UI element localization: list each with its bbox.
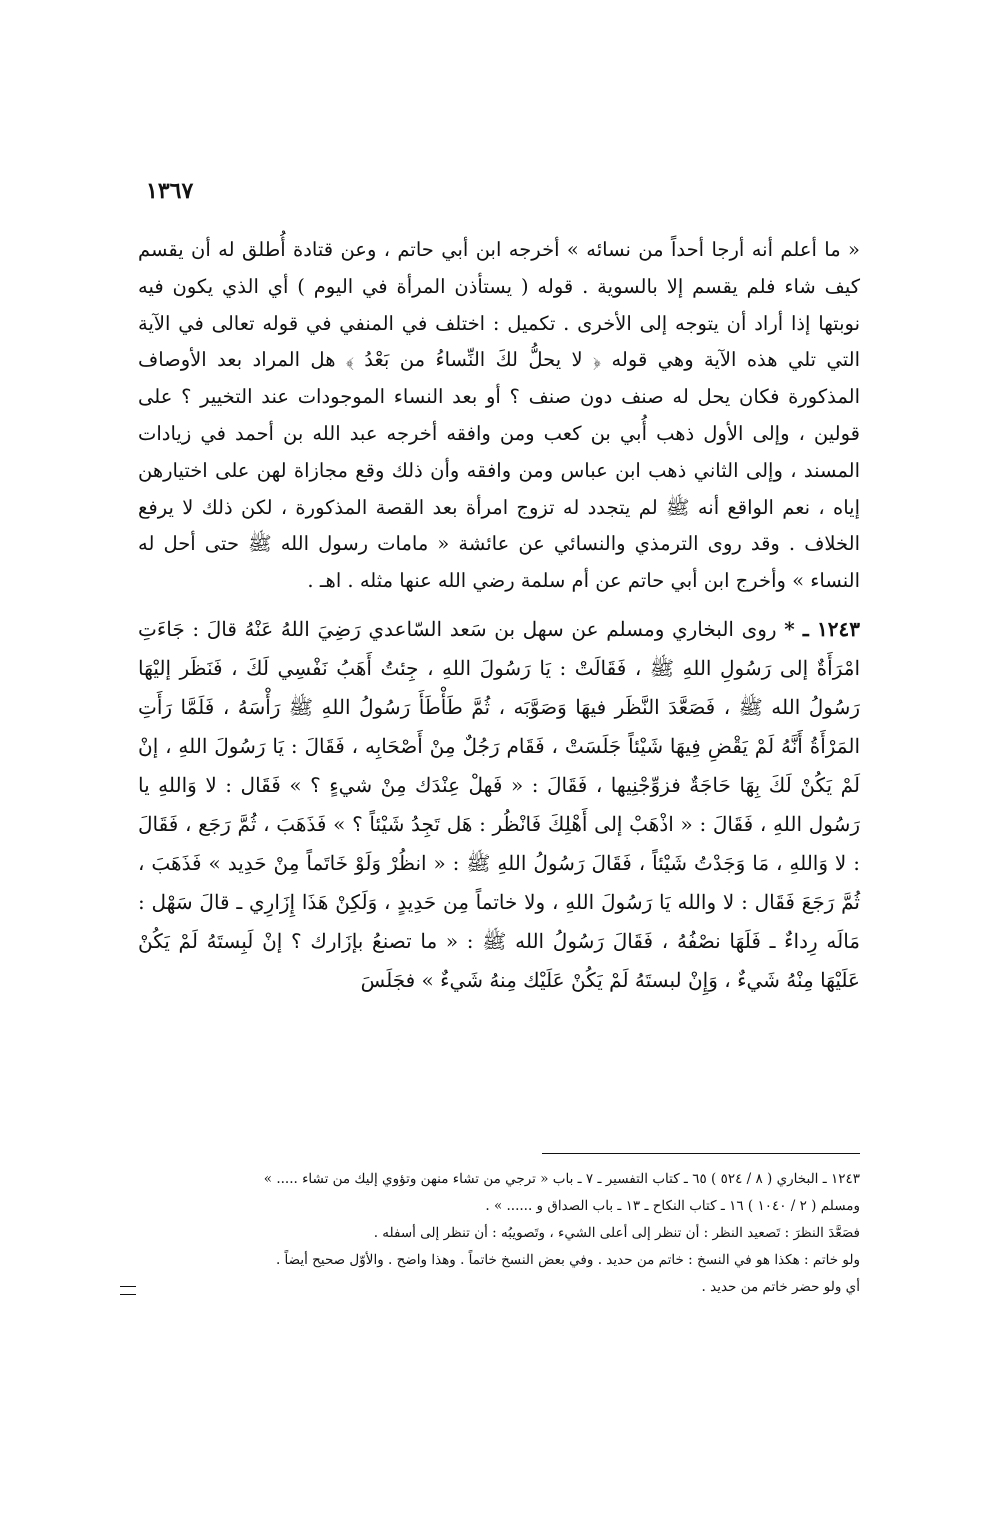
page-number: ١٣٦٧ (146, 178, 194, 204)
footnotes (138, 1166, 860, 1301)
hadith-number: ١٢٤٣ ـ * (784, 616, 860, 641)
main-text (138, 232, 860, 1000)
hadith-paragraph (138, 610, 860, 1000)
footnote-line: ولو خاتم : هكذا هو في النسخ : خاتم من حديد . وفي بعض النسخ خاتماً . وهذا واضح . والأوّل صحيح أيضاً . (275, 1252, 860, 1268)
commentary-paragraph: « ما أعلم أنه أرجا أحداً من نسائه » أخرجه ابن أبي حاتم ، وعن قتادة أُطلق له أن يقسم كيف شاء فلم يقسم إلا بالسوية . قوله ( يستأذن المرأة في اليوم ) أي الذي يكون فيه نوبتها إذا أراد أن يتوجه إلى الأخرى . تكميل : اختلف في المنفي في قوله تعالى في الآية التي تلي هذه الآية وهي قوله ﴿ لا يحلُّ لكَ النِّساءُ من بَعْدُ ﴾ هل المراد بعد الأوصاف المذكورة فكان يحل له صنف دون صنف ؟ أو بعد النساء الموجودات عند التخيير ؟ على قولين ، وإلى الأول ذهب أُبي بن كعب ومن وافقه أخرجه عبد الله بن أحمد في زيادات المسند ، وإلى الثاني ذهب ابن عباس ومن وافقه وأن ذلك وقع مجازاة لهن على اختيارهن إياه ، نعم الواقع أنه ﷺ لم يتجدد له تزوج امرأة بعد القصة المذكورة ، لكن ذلك لا يرفع الخلاف . وقد روى الترمذي والنسائي عن عائشة « مامات رسول الله ﷺ حتى أحل له النساء » وأخرج ابن أبي حاتم عن أم سلمة رضي الله عنها مثله . اهـ . (138, 238, 860, 593)
footnote-line: ومسلم ( ٢ / ١٠٤٠ ) ١٦ ـ كتاب النكاح ـ ١٣ ـ باب الصداق و ...... » . (485, 1198, 860, 1214)
footnote-divider (542, 1153, 860, 1154)
footnote-line: فصَعَّدَ النظرَ : تَصعيد النظر : أن تنظر إلى أعلى الشيء ، وتَصويبُه : أن تنظر إلى أسفله . (373, 1225, 860, 1241)
hadith-text: روى البخاري ومسلم عن سهل بن سَعد السّاعدي رَضِيَ اللهُ عَنْهُ قالَ : جَاءَتِ امْرَأَةٌ إلى رَسُولِ اللهِ ﷺ ، فَقَالَتْ : يَا رَسُولَ اللهِ ، جِئتُ أَهَبُ نَفْسِي لَكَ ، فَنَظَر إليْهَا رَسُولُ الله ﷺ ، فَصَعَّدَ النَّظَر فيهَا وَصَوَّبَه ، ثُمَّ طَأْطَأَ رَسُولُ اللهِ ﷺ رَأْسَهُ ، فَلَمَّا رَأَتِ المَرْأَةُ أَنَّهُ لَمْ يَقْضِ فِيهَا شَيْئاً جَلَسَتْ ، فَقَام رَجُلٌ مِنْ أَصْحَابِه ، فَقَالَ : يَا رَسُولَ اللهِ ، إنْ لَمْ يَكُنْ لَكَ بِهَا حَاجَةٌ فزوِّجْنِيها ، فَقَالَ : « فَهلْ عِنْدَك مِنْ شيءٍ ؟ » فَقَال : لا وَاللهِ يا رَسُول اللهِ ، فَقَالَ : « اذْهَبْ إلى أَهْلِكَ فَانْظُر : هَل تَجِدُ شَيْئاً ؟ » فَذَهَبَ ، ثُمَّ رَجَع ، فَقَالَ : لا وَاللهِ ، مَا وَجَدْتُ شَيْئاً ، فَقَالَ رَسُولُ اللهِ ﷺ : « انظُرْ وَلَوْ خَاتَماً مِنْ حَدِيد » فَذَهَبَ ، ثُمَّ رَجَعَ فَقَال : لا والله يَا رَسُولَ اللهِ ، ولا خاتماً مِن حَدِيدٍ ، وَلَكِنْ هَذَا إِزَارِي ـ قالَ سَهْل : مَالَه رِداءٌ ـ فَلَهَا نصْفُهُ ، فَقَالَ رَسُولُ الله ﷺ : « ما تصنعُ بإزَارك ؟ إنْ لَبِستَهُ لَمْ يَكُنْ عَلَيْهَا مِنْهُ شَيءٌ ، وَإِنْ لبستَهُ لَمْ يَكُنْ عَلَيْك مِنهُ شَيءٌ » فجَلَسَ (138, 616, 860, 992)
footnote-line: أي ولو حضر خاتم من حديد . (701, 1279, 860, 1295)
footnote-line: ١٢٤٣ ـ البخاري ( ٨ / ٥٢٤ ) ٦٥ ـ كتاب التفسير ـ ٧ ـ باب « ترجي من تشاء منهن وتؤوي إليك من تشاء ..... » (263, 1171, 860, 1187)
continuation-mark (120, 1286, 136, 1295)
